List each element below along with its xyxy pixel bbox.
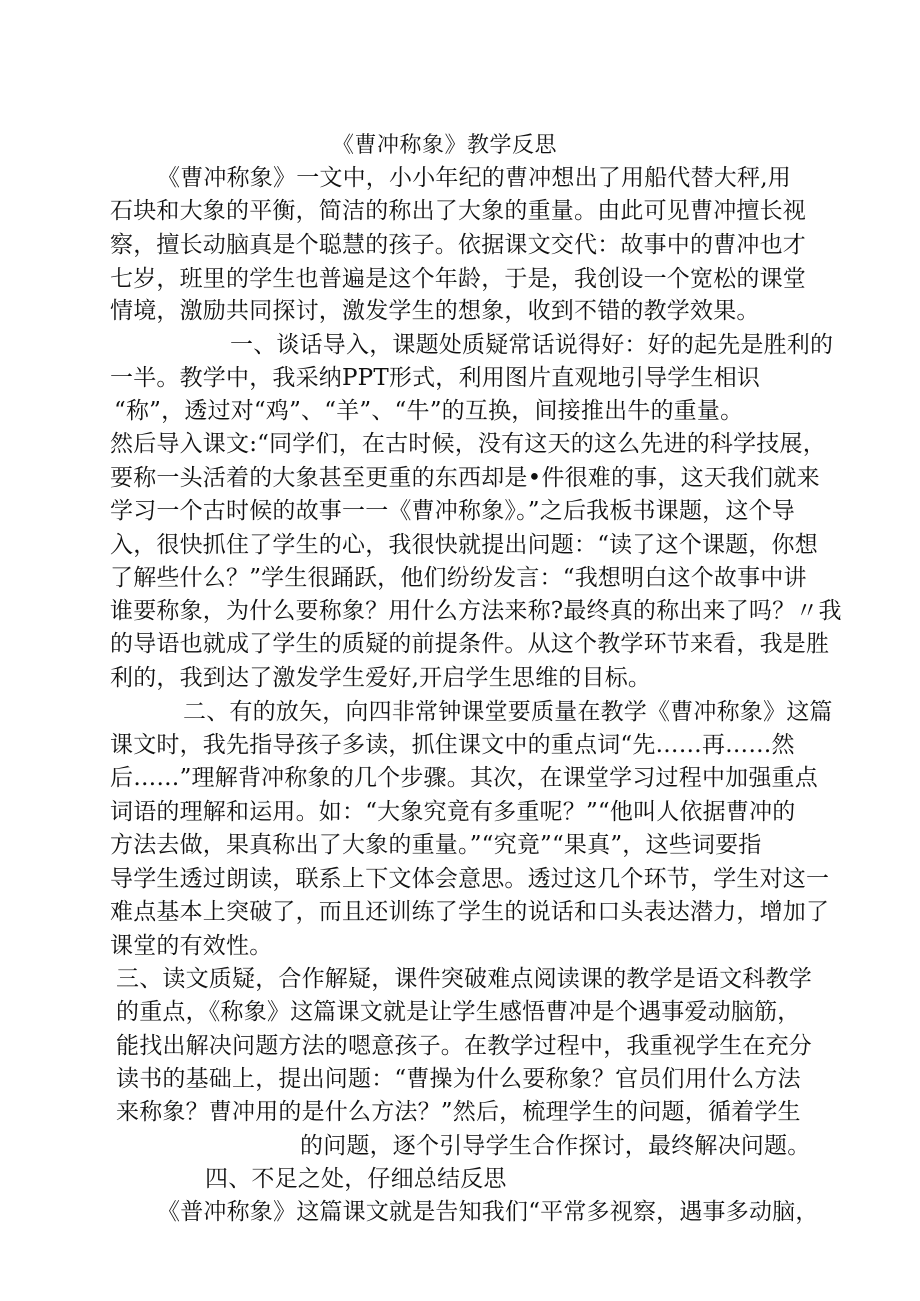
paragraph-line: 后……”理解背冲称象的几个步骤。其次，在课堂学习过程中加强重点	[110, 765, 818, 791]
section-heading-3: 三、读文质疑，合作解疑，课件突破难点阅读课的教学是语文科教学	[116, 966, 812, 992]
document-title: 《曹冲称象》教学反思	[332, 133, 558, 158]
paragraph-line: 《曹冲称象》一文中，小小年纪的曹冲想出了用船代替大秤,用	[157, 165, 791, 191]
paragraph-line: 来称象？曹冲用的是什么方法？”然后，梳理学生的问题，循着学生	[116, 1099, 801, 1125]
paragraph-line: 的导语也就成了学生的质疑的前提条件。从这个教学环节来看，我是胜	[110, 631, 830, 657]
paragraph-line: 的问题，逐个引导学生合作探讨，最终解决问题。	[300, 1133, 811, 1159]
paragraph-line: 要称一头活着的大象甚至更重的东西却是•件很难的事，这天我们就来	[110, 465, 820, 491]
paragraph-line: 一半。教学中，我采纳PPT形式，利用图片直观地引导学生相识	[110, 365, 761, 391]
section-heading-1: 一、谈话导入，课题处质疑常话说得好：好的起先是胜利的	[230, 332, 834, 358]
paragraph-line: 导学生透过朗读，联系上下文体会意思。透过这几个环节，学生对这一	[110, 866, 830, 892]
paragraph-line: 谁要称象，为什么要称象？用什么方法来称?最终真的称出来了吗？〃我	[110, 598, 842, 624]
paragraph-line: 了解些什么？”学生很踊跃，他们纷纷发言：“我想明白这个故事中讲	[110, 565, 807, 591]
paragraph-line: 能找出解决问题方法的嗯意孩子。在教学过程中，我重视学生在充分	[116, 1033, 812, 1059]
paragraph-line: 课堂的有效性。	[110, 933, 273, 959]
paragraph-line: 利的，我到达了激发学生爱好,开启学生思维的目标。	[110, 665, 652, 691]
paragraph-line: 词语的理解和运用。如：“大象究竟有多重呢？”“他叫人依据曹冲的	[110, 799, 796, 825]
paragraph-line: 难点基本上突破了，而且还训练了学生的说话和口头表达潜力，增加了	[110, 899, 830, 925]
paragraph-line: 七岁，班里的学生也普遍是这个年龄，于是，我创设一个宽松的课堂	[110, 266, 806, 292]
paragraph-line: 石块和大象的平衡，简洁的称出了大象的重量。由此可见曹冲擅长视	[110, 198, 806, 224]
paragraph-line: 课文时，我先指导孩子多读，抓住课文中的重点词“先……再……然	[110, 732, 795, 758]
paragraph-line: 入，很快抓住了学生的心，我很快就提出问题：“读了这个课题，你想	[110, 532, 818, 558]
paragraph-line: 察，擅长动脑真是个聪慧的孩子。依据课文交代：故事中的曹冲也才	[110, 232, 806, 258]
paragraph-line: “称”，透过对“鸡”、“羊”、“牛”的互换，间接推出牛的重量。	[114, 398, 744, 424]
paragraph-line: 的重点，《称象》这篇课文就是让学生感悟曹冲是个遇事爱动脑筋，	[116, 999, 801, 1025]
paragraph-line: 然后导入课文:“同学们，在古时候，没有这天的这么先进的科学技展，	[110, 431, 826, 457]
section-heading-2: 二、有的放矢，向四非常钟课堂要质量在教学《曹冲称象》这篇	[183, 699, 833, 725]
paragraph-line: 《普冲称象》这篇课文就是告知我们“平常多视察，遇事多动脑，	[157, 1199, 819, 1225]
section-heading-4: 四、不足之处，仔细总结反思	[205, 1166, 507, 1192]
paragraph-line: 读书的基础上，提出问题：“曹操为什么要称象？官员们用什么方法	[116, 1066, 801, 1092]
paragraph-line: 方法去做，果真称出了大象的重量。”“究竟”“果真”，这些词要指	[110, 832, 762, 858]
paragraph-line: 情境，激励共同探讨，激发学生的想象，收到不错的教学效果。	[110, 298, 760, 324]
paragraph-line: 学习一个古时候的故事一一《曹冲称象》。”之后我板书课题，这个导	[110, 498, 795, 524]
